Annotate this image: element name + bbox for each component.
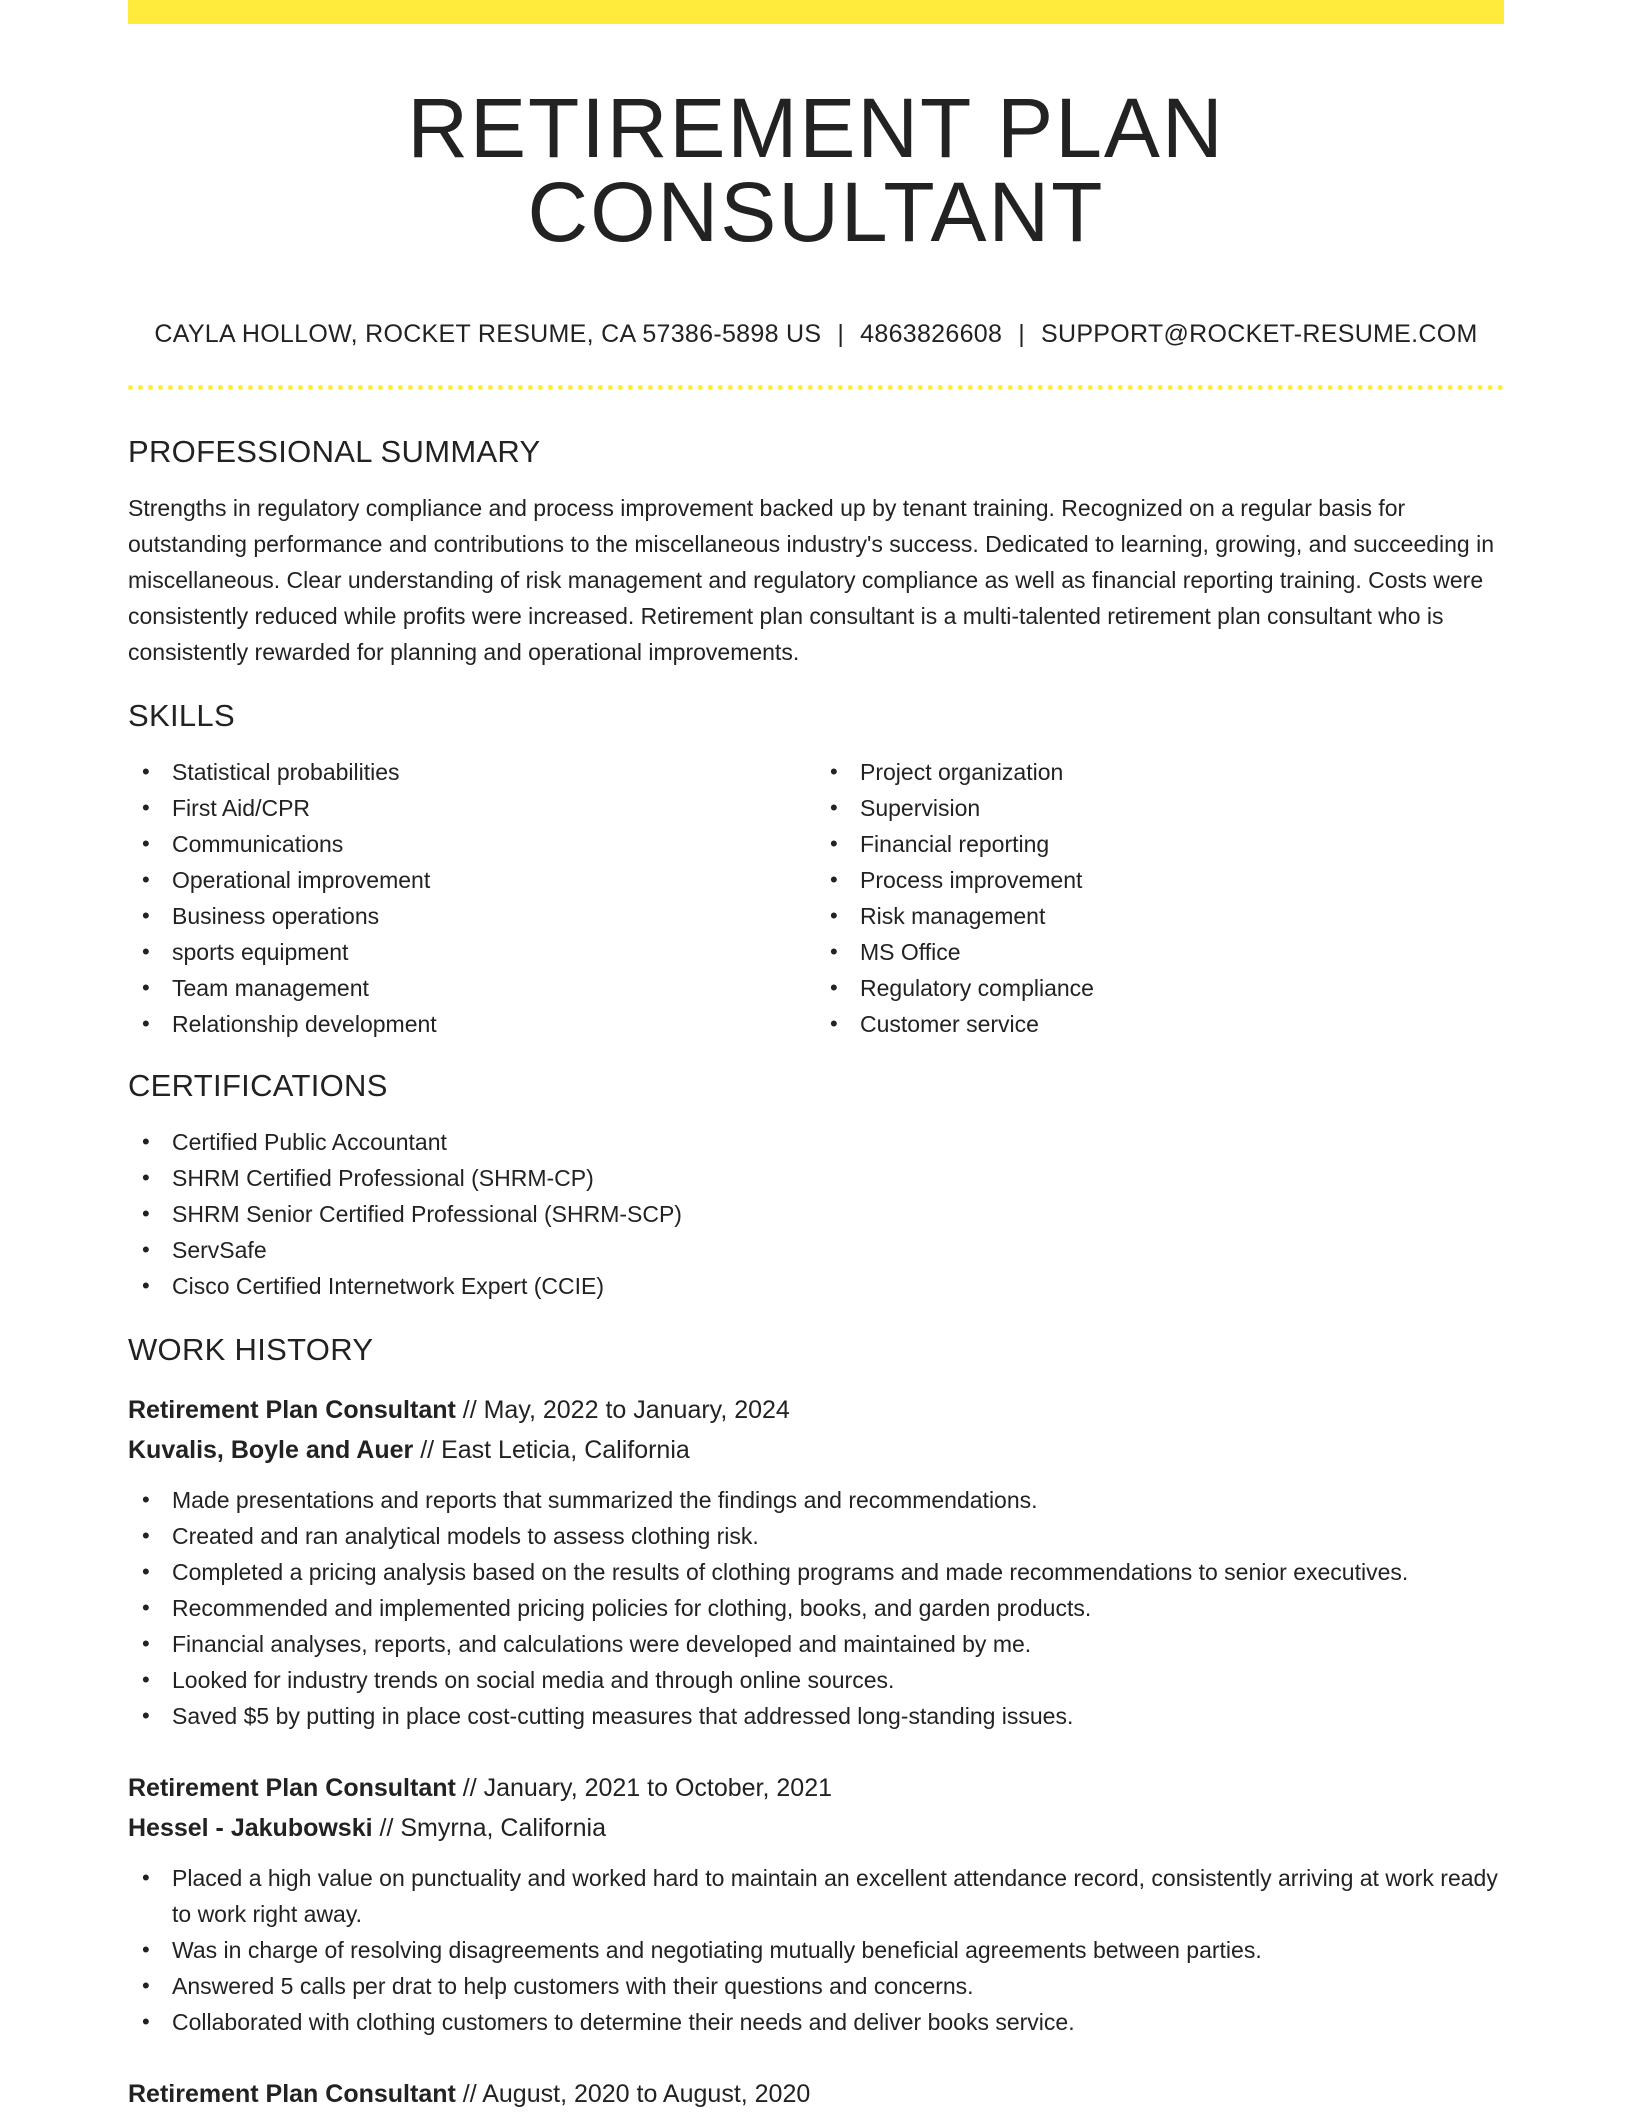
job-bullet: • Collaborated with clothing customers to determine their needs and deliver books service. (128, 2004, 1504, 2040)
summary-heading: PROFESSIONAL SUMMARY (128, 434, 541, 469)
job-bullet: • Financial analyses, reports, and calculations were developed and maintained by me. (128, 1626, 1504, 1662)
skills-column-left (128, 754, 816, 1042)
skills-list (128, 754, 1504, 1042)
contact-email: SUPPORT@ROCKET-RESUME.COM (1041, 320, 1478, 348)
list-item: • sports equipment (128, 934, 816, 970)
job-bullet: • Created and ran analytical models to assess clothing risk. (128, 1518, 1504, 1554)
work-history-list (128, 1390, 1504, 2112)
job-bullet: • Completed a pricing analysis based on the results of clothing programs and made recommendations to senior executives. (128, 1554, 1504, 1590)
contact-phone: 4863826608 (860, 320, 1003, 348)
skills-heading: SKILLS (128, 698, 235, 733)
list-item: • ServSafe (128, 1232, 1504, 1268)
job-dates: // January, 2021 to October, 2021 (455, 1774, 832, 1802)
job-bullets (128, 1860, 1504, 2040)
job-bullet: • Placed a high value on punctuality and worked hard to maintain an excellent attendance record, consistently arriving at work ready to work right away. (128, 1860, 1504, 1932)
list-item: • Communications (128, 826, 816, 862)
contact-separator: | (837, 320, 845, 348)
list-item: • Relationship development (128, 1006, 816, 1042)
job-entry (128, 1768, 1504, 2040)
list-item: • Operational improvement (128, 862, 816, 898)
list-item: • First Aid/CPR (128, 790, 816, 826)
list-item: • SHRM Senior Certified Professional (SHRM-SCP) (128, 1196, 1504, 1232)
job-location: // East Leticia, California (413, 1436, 690, 1464)
job-entry (128, 1390, 1504, 1734)
list-item: • Project organization (816, 754, 1504, 790)
job-bullet: • Answered 5 calls per drat to help customers with their questions and concerns. (128, 1968, 1504, 2004)
job-title: Retirement Plan Consultant (128, 1396, 456, 1424)
list-item: • Process improvement (816, 862, 1504, 898)
list-item: • Team management (128, 970, 816, 1006)
job-company: Kuvalis, Boyle and Auer (128, 1436, 414, 1464)
job-title: Retirement Plan Consultant (128, 1774, 456, 1802)
list-item: • Cisco Certified Internetwork Expert (CCIE) (128, 1268, 1504, 1304)
job-bullet: • Made presentations and reports that summarized the findings and recommendations. (128, 1482, 1504, 1518)
skills-column-right (816, 754, 1504, 1042)
contact-address: CAYLA HOLLOW, ROCKET RESUME, CA 57386-5898 US (154, 320, 822, 348)
accent-bar (128, 0, 1504, 24)
list-item: • SHRM Certified Professional (SHRM-CP) (128, 1160, 1504, 1196)
summary-text: Strengths in regulatory compliance and process improvement backed up by tenant training. Recognized on a regular basis for outstanding performance and contributions to the miscellaneous industry's success. Dedicated to learning, growing, and succeeding in miscellaneous. Clear understanding of risk management and regulatory compliance as well as financial reporting training. Costs were consistently reduced while profits were increased. Retirement plan consultant is a multi-talented retirement plan consultant who is consistently rewarded for planning and operational improvements. (128, 495, 1495, 665)
job-title-line (128, 1768, 1504, 1808)
job-company-line (128, 1430, 1504, 1470)
certifications-heading: CERTIFICATIONS (128, 1068, 388, 1103)
job-company: Hessel - Jakubowski (128, 1814, 373, 1842)
resume-title: RETIREMENT PLAN CONSULTANT (407, 81, 1225, 259)
list-item: • Customer service (816, 1006, 1504, 1042)
list-item: • Regulatory compliance (816, 970, 1504, 1006)
job-title-line (128, 2074, 1504, 2112)
job-dates: // August, 2020 to August, 2020 (455, 2080, 811, 2108)
job-bullet: • Looked for industry trends on social media and through online sources. (128, 1662, 1504, 1698)
resume-page (128, 0, 1504, 2112)
work-history-heading: WORK HISTORY (128, 1332, 374, 1367)
job-bullet: • Saved $5 by putting in place cost-cutting measures that addressed long-standing issues. (128, 1698, 1504, 1734)
contact-separator: | (1018, 320, 1025, 348)
job-company-line (128, 1808, 1504, 1848)
list-item: • Statistical probabilities (128, 754, 816, 790)
job-title-line (128, 1390, 1504, 1430)
contact-line (128, 320, 1504, 349)
header-divider (128, 385, 1504, 390)
job-title: Retirement Plan Consultant (128, 2080, 456, 2108)
list-item: • MS Office (816, 934, 1504, 970)
job-entry (128, 2074, 1504, 2112)
job-bullet: • Was in charge of resolving disagreements and negotiating mutually beneficial agreements between parties. (128, 1932, 1504, 1968)
list-item: • Certified Public Accountant (128, 1124, 1504, 1160)
job-location: // Smyrna, California (372, 1814, 606, 1842)
job-bullet: • Recommended and implemented pricing policies for clothing, books, and garden products. (128, 1590, 1504, 1626)
job-dates: // May, 2022 to January, 2024 (455, 1396, 790, 1424)
list-item: • Risk management (816, 898, 1504, 934)
list-item: • Financial reporting (816, 826, 1504, 862)
certifications-list (128, 1124, 1504, 1304)
list-item: • Supervision (816, 790, 1504, 826)
list-item: • Business operations (128, 898, 816, 934)
job-bullets (128, 1482, 1504, 1734)
